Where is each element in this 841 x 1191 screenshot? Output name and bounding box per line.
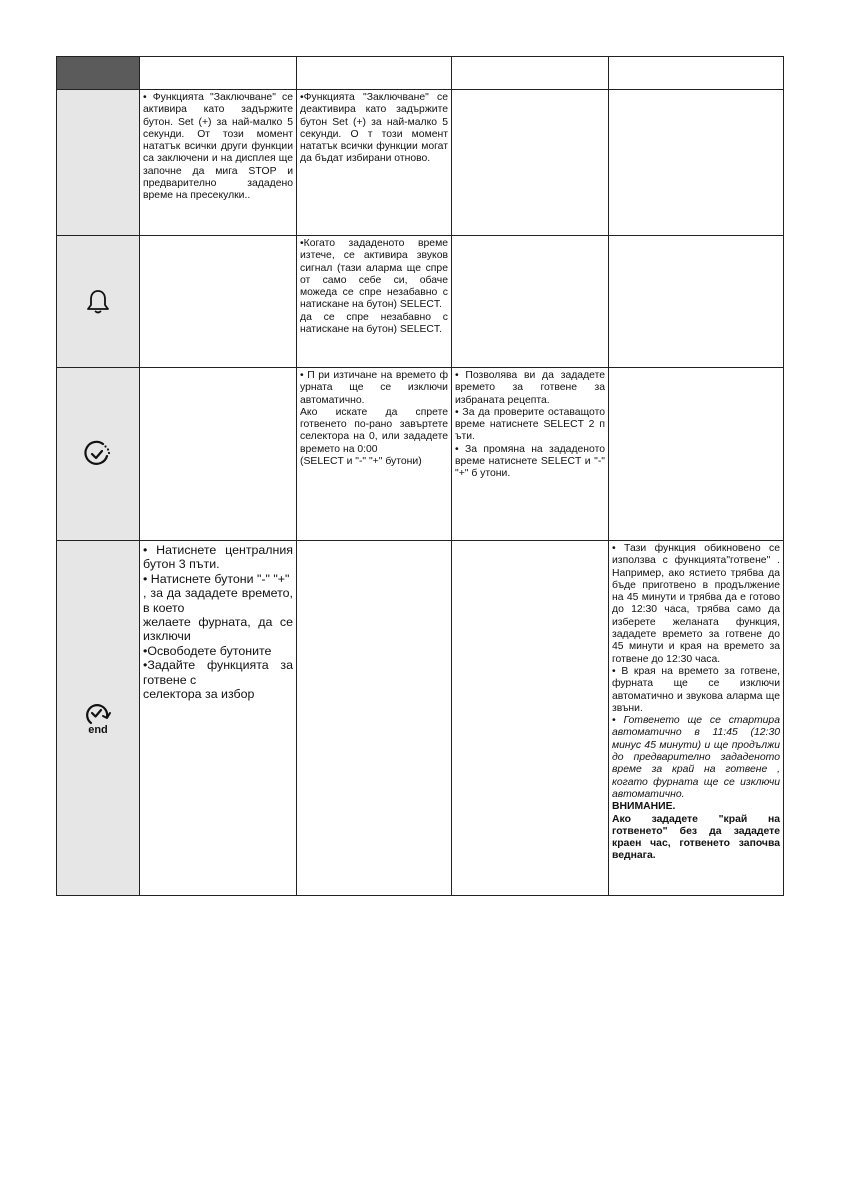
table-cell: • Позволява ви да зададете времето за готвене за избраната рецепта. • За да проверите оставащото време натиснете SELECT 2 п ъти. • За промяна на зададеното време натиснете SELECT и "-" "+" б утони. <box>452 368 609 541</box>
timer-icon <box>57 440 139 468</box>
table-cell <box>452 236 609 368</box>
table-cell <box>609 236 784 368</box>
table-row-lock <box>57 90 784 236</box>
header-cell <box>297 57 452 90</box>
header-corner-cell <box>57 57 140 90</box>
table-cell <box>452 90 609 236</box>
table-cell: • П ри изтичане на времето ф урната ще се изключи автоматично. Ако искате да спрете готвенето по-рано завъртете селектора на 0, или зададете времето на 0:00 (SELECT и "-" "+" бутони) <box>297 368 452 541</box>
header-cell <box>609 57 784 90</box>
table-cell: •Когато зададеното време изтече, се активира звуков сигнал (тази аларма ще спре от само себе си, обаче можеда се спре незабавно с натискане на бутон) SELECT. да се спре незабавно с натискане на бутон) SELECT. <box>297 236 452 368</box>
header-cell <box>140 57 297 90</box>
warning-heading: ВНИМАНИЕ. <box>612 801 676 813</box>
table-cell <box>609 368 784 541</box>
icon-cell-blank <box>57 90 140 236</box>
icon-cell <box>57 541 140 896</box>
bell-icon <box>57 289 139 315</box>
table-cell: • Натиснете централния бутон 3 пъти. • Натиснете бутони "-" "+" , за да зададете времето, в което желаете фурната, да се изключи •Освободете бутоните •Задайте функцията за готвене с селектора за избор <box>140 541 297 896</box>
table-row-alarm <box>57 236 784 368</box>
table-cell <box>140 236 297 368</box>
paragraph: • Тази функция обикновено се използва с функцията"готвене" . Например, ако ястието трябва да бъде приготвено в продължение на 45 минути и трябва да е готово до 12:30 часа, трябва само да изберете желаната функция, зададете времето за готвене до 45 минути и края на времето за готвене до 12:30 часа. <box>612 543 780 665</box>
paragraph: • Готвенето ще се стартира автоматично в 11:45 (12:30 минус 45 минути) и ще продължи до предварително зададеното време за край на готвене , когато фурната ще се изключи автоматично. <box>612 715 780 800</box>
warning-text: Ако зададете "край на готвенето" без да зададете краен час, готвенето започва веднага. <box>612 813 780 862</box>
end-label: end <box>88 723 108 736</box>
table-cell: • Функцията "Заключване" се активира като задържите бутон. Set (+) за най-малко 5 секунди. От този момент нататък всички други функции са заключени и на дисплея ще започне да мига STOP и предварително зададено време на пресекулки.. <box>140 90 297 236</box>
table-cell: •Функцията "Заключване" се деактивира като задържите бутон Set (+) за най-малко 5 секунди. О т този момент нататък всички функции могат да бъдат избирани отново. <box>297 90 452 236</box>
table-header-row <box>57 57 784 90</box>
header-cell <box>452 57 609 90</box>
table-row-end-time <box>57 541 784 896</box>
table-cell <box>609 90 784 236</box>
icon-cell <box>57 236 140 368</box>
paragraph: • В края на времето за готвене, фурната ще се изключи автоматично и звукова аларма ще звъни. <box>612 665 780 714</box>
table-cell <box>140 368 297 541</box>
table-cell <box>297 541 452 896</box>
function-table <box>56 56 784 896</box>
table-cell <box>452 541 609 896</box>
table-cell <box>609 541 784 896</box>
end-timer-icon <box>57 701 139 727</box>
table-row-timer <box>57 368 784 541</box>
icon-cell <box>57 368 140 541</box>
